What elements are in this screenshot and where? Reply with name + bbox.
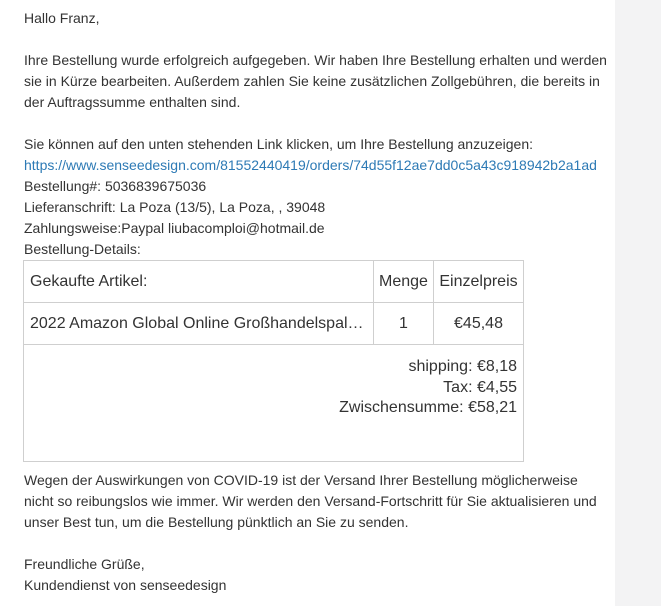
header-item: Gekaufte Artikel:: [24, 261, 374, 303]
window-background-strip: [615, 0, 661, 606]
table-row: [24, 303, 524, 345]
summary-row: [24, 345, 524, 462]
greeting: Hallo Franz,: [24, 10, 100, 26]
table-header-row: [24, 261, 524, 303]
item-name: 2022 Amazon Global Online Großhandelspal…: [24, 303, 374, 345]
tax-amount: Tax: €4,55: [443, 378, 517, 396]
link-intro: Sie können auf den unten stehenden Link klicken, um Ihre Bestellung anzuzeigen:: [24, 136, 534, 152]
signature: Kundendienst von senseedesign: [24, 577, 227, 593]
details-label: Bestellung-Details:: [24, 241, 141, 257]
order-link[interactable]: https://www.senseedesign.com/81552440419/orders/74d55f12ae7dd0c5a43c918942b2a1ad: [24, 157, 597, 173]
order-link-line: [24, 155, 615, 176]
subtotal: Zwischensumme: €58,21: [339, 399, 517, 416]
covid-notice: Wegen der Auswirkungen von COVID-19 ist der Versand Ihrer Bestellung möglicherweise nicht so reibungslos wie immer. Wir werden den Versand-Fortschritt für Sie aktualisieren und unser Best tun, um die Bestellung pünktlich an Sie zu senden.: [24, 472, 597, 530]
order-number: Bestellung#: 5036839675036: [24, 178, 207, 194]
order-table: [23, 260, 524, 462]
header-price: Einzelpreis: [434, 261, 524, 303]
item-price: €45,48: [434, 303, 524, 345]
item-qty: 1: [374, 303, 434, 345]
closing: Freundliche Grüße,: [24, 556, 145, 572]
header-qty: Menge: [374, 261, 434, 303]
shipping-address: Lieferanschrift: La Poza (13/5), La Poza, , 39048: [24, 199, 326, 215]
summary-cell: [24, 345, 524, 462]
shipping-cost: shipping: €8,18: [408, 358, 517, 375]
intro-paragraph: Ihre Bestellung wurde erfolgreich aufgegeben. Wir haben Ihre Bestellung erhalten und werden sie in Kürze bearbeiten. Außerdem zahlen Sie keine zusätzlichen Zollgebühren, die bereits in der Auftragssumme enthalten sind.: [24, 52, 607, 110]
payment-method: Zahlungsweise:Paypal liubacomploi@hotmail.de: [24, 220, 325, 236]
